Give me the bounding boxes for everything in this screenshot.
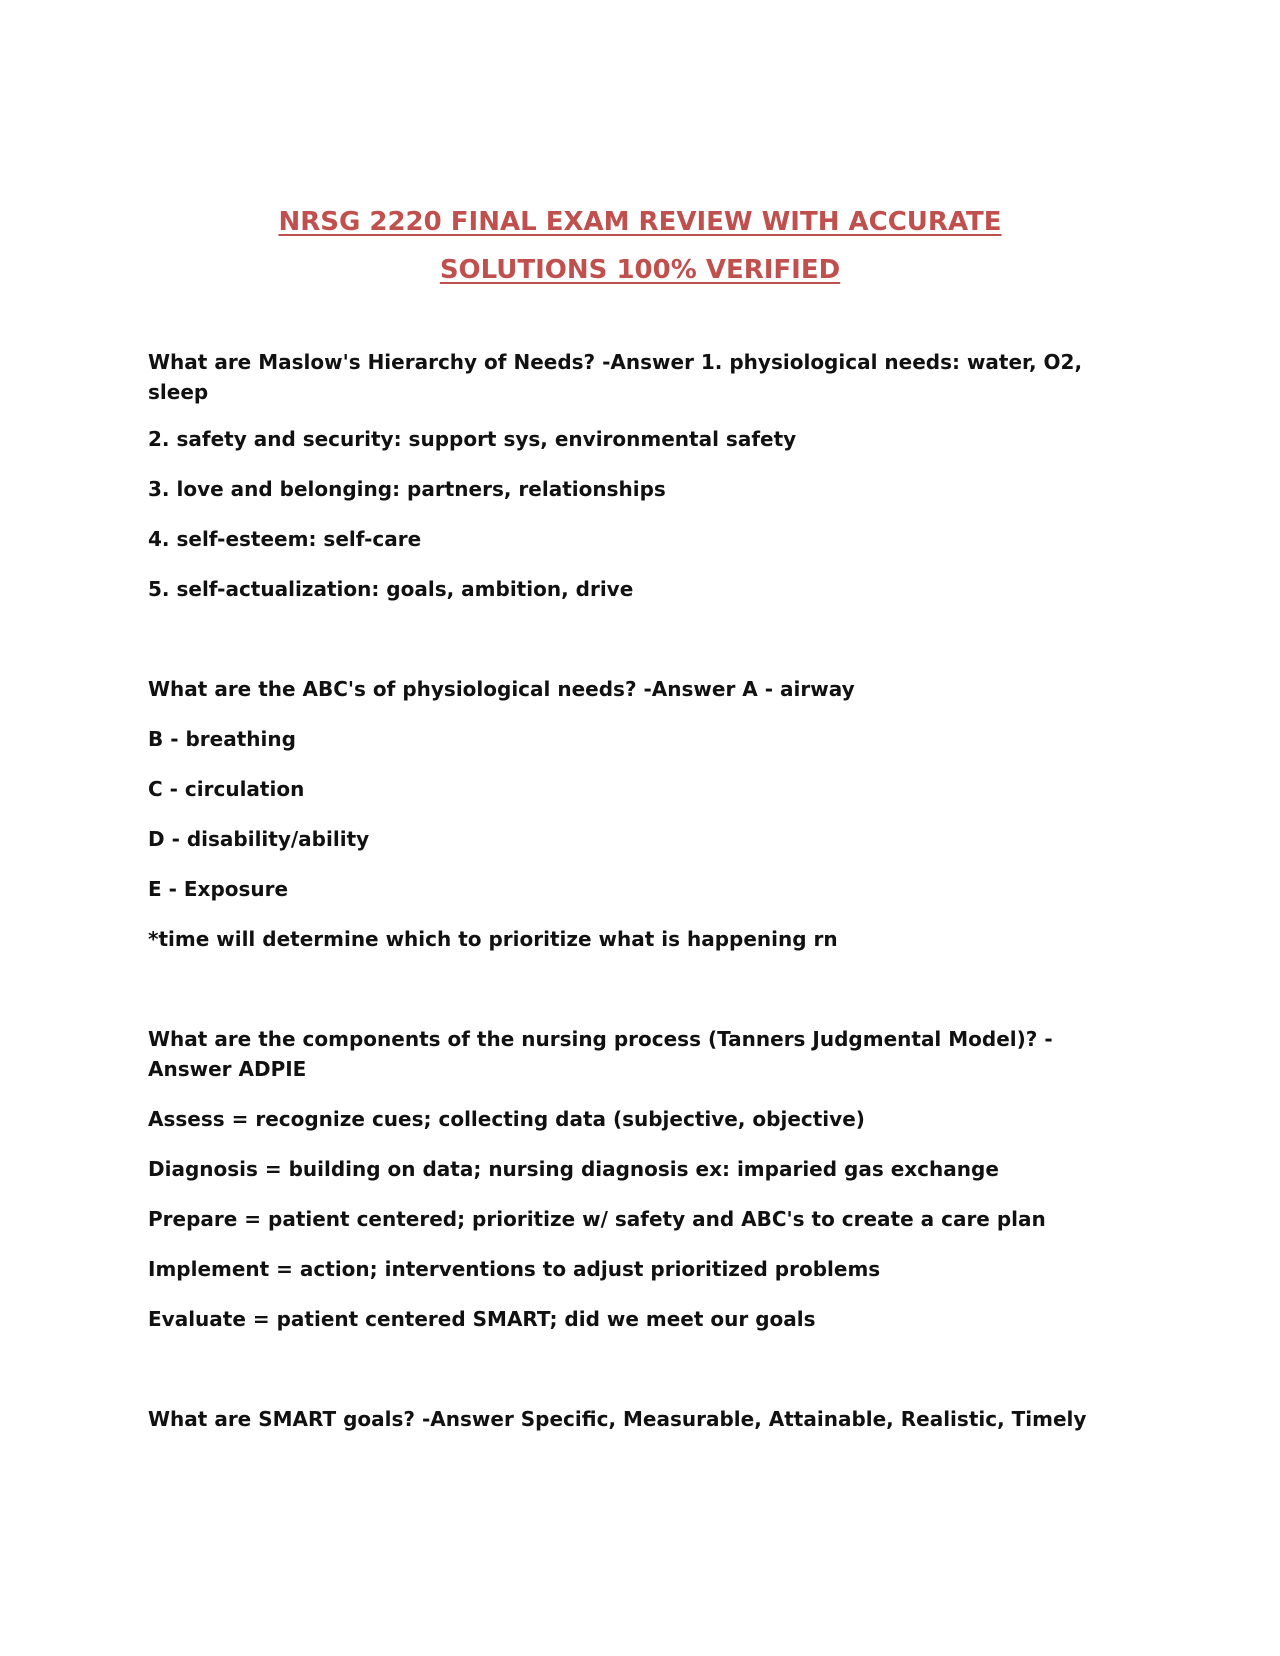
q2-item-b: B - breathing bbox=[148, 727, 296, 751]
q1-question: What are Maslow's Hierarchy of Needs? -Answer 1. physiological needs: water, O2, sleep bbox=[148, 350, 1083, 404]
q3-question: What are the components of the nursing process (Tanners Judgmental Model)? -Answer ADPIE bbox=[148, 1027, 1053, 1081]
q3-item-prepare: Prepare = patient centered; prioritize w/ safety and ABC's to create a care plan bbox=[148, 1207, 1046, 1231]
title-line-2: SOLUTIONS 100% VERIFIED bbox=[439, 255, 841, 285]
q2-item-e: E - Exposure bbox=[148, 877, 289, 901]
document-title bbox=[140, 198, 1140, 294]
title-line-1: NRSG 2220 FINAL EXAM REVIEW WITH ACCURATE bbox=[278, 207, 1002, 237]
q2-item-d: D - disability/ability bbox=[148, 827, 370, 851]
q1-item-4: 4. self-esteem: self-care bbox=[148, 527, 422, 551]
q1-item-3: 3. love and belonging: partners, relationships bbox=[148, 477, 666, 501]
q2-item-c: C - circulation bbox=[148, 777, 305, 801]
q2-question: What are the ABC's of physiological needs? -Answer A - airway bbox=[148, 677, 855, 701]
q3-item-assess: Assess = recognize cues; collecting data (subjective, objective) bbox=[148, 1107, 865, 1131]
q2-note: *time will determine which to prioritize what is happening rn bbox=[148, 927, 838, 951]
q3-item-implement: Implement = action; interventions to adjust prioritized problems bbox=[148, 1257, 881, 1281]
q1-item-5: 5. self-actualization: goals, ambition, drive bbox=[148, 577, 634, 601]
q3-item-evaluate: Evaluate = patient centered SMART; did we meet our goals bbox=[148, 1307, 816, 1331]
q4-question: What are SMART goals? -Answer Specific, Measurable, Attainable, Realistic, Timely bbox=[148, 1407, 1087, 1431]
q3-item-diagnosis: Diagnosis = building on data; nursing diagnosis ex: imparied gas exchange bbox=[148, 1157, 999, 1181]
q1-item-2: 2. safety and security: support sys, environmental safety bbox=[148, 427, 797, 451]
